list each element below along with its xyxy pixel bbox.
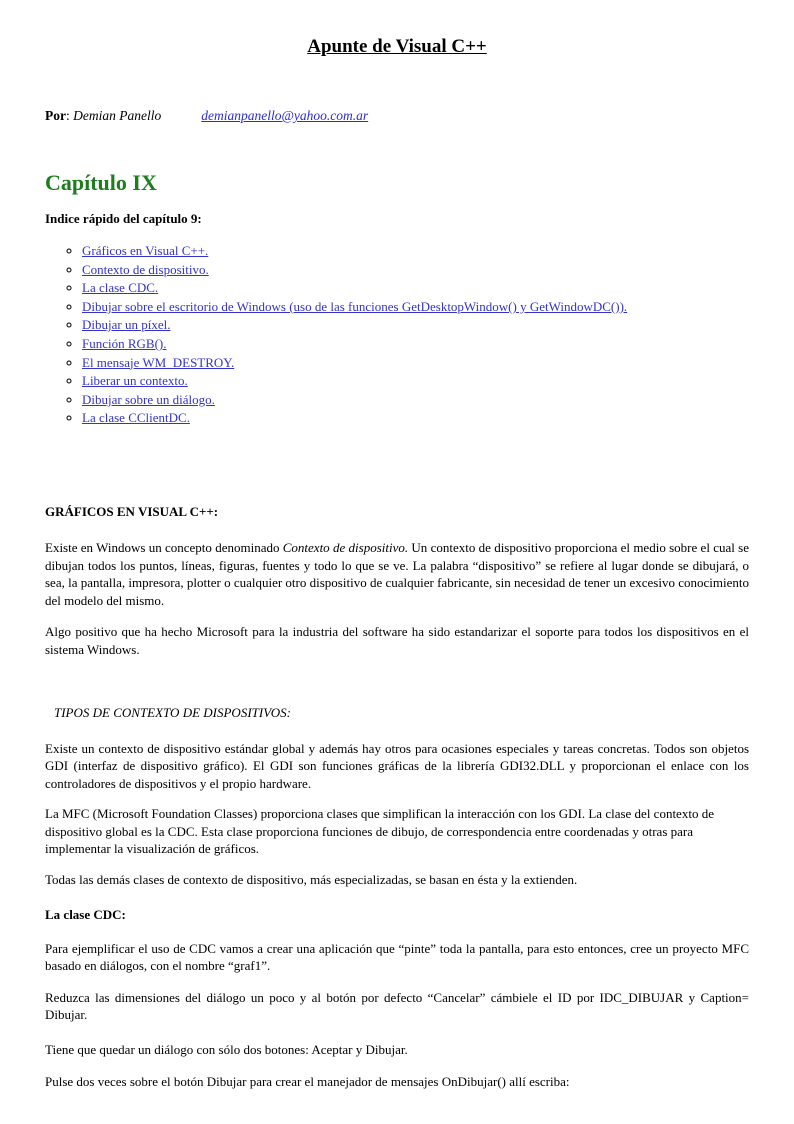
paragraph-tipos-1: Existe un contexto de dispositivo estándar global y además hay otros para ocasiones especiales y tareas concretas. Todos son objetos GDI (interfaz de dispositivo gráfico). El GDI son funciones gráficas de la librería GDI32.DLL y proporcionan el enlace con los controladores de dispositivos y el propio hardware. xyxy=(45,740,749,791)
paragraph-text: Un contexto de dispositivo proporciona el medio sobre el cual se dibujan todos los puntos, líneas, figuras, fuentes y todo lo que se ve. La palabra “dispositivo” se refiere al lugar donde se dibujará, o sea, la pantalla, impresora, plotter o cualquier otro dispositivo de cualquier fabricante, sin necesidad de tener un excesivo conocimiento del modelo del mismo. xyxy=(45,539,749,608)
index-item xyxy=(82,391,749,410)
index-link-dibujar-dialogo[interactable]: Dibujar sobre un diálogo. xyxy=(82,391,215,407)
index-item xyxy=(82,261,749,280)
index-item xyxy=(82,242,749,261)
paragraph-italic-run: Contexto de dispositivo. xyxy=(282,539,409,555)
index-link-wm-destroy[interactable]: El mensaje WM_DESTROY. xyxy=(82,354,235,370)
index-link-contexto[interactable]: Contexto de dispositivo. xyxy=(82,261,209,277)
index-link-liberar-contexto[interactable]: Liberar un contexto. xyxy=(82,373,188,389)
index-item xyxy=(82,372,749,391)
chapter-index-list xyxy=(45,242,749,428)
chapter-heading: Capítulo IX xyxy=(45,170,157,195)
paragraph-cdc-2: Reduzca las dimensiones del diálogo un poco y al botón por defecto “Cancelar” cámbiele el ID por IDC_DIBUJAR y Caption= Dibujar. xyxy=(45,989,749,1023)
index-item xyxy=(82,298,749,317)
index-link-funcion-rgb[interactable]: Función RGB(). xyxy=(82,335,167,351)
paragraph-cdc-3: Tiene que quedar un diálogo con sólo dos botones: Aceptar y Dibujar. xyxy=(45,1042,408,1058)
document-title: Apunte de Visual C++ xyxy=(307,36,487,57)
index-item xyxy=(82,354,749,373)
index-item xyxy=(82,409,749,428)
index-link-graficos[interactable]: Gráficos en Visual C++. xyxy=(82,243,209,258)
index-item xyxy=(82,279,749,298)
section-heading-graficos: GRÁFICOS EN VISUAL C++: xyxy=(45,503,219,519)
paragraph-graficos-2: Algo positivo que ha hecho Microsoft para la industria del software ha sido estandarizar el soporte para todos los dispositivos en el sistema Windows. xyxy=(45,624,749,657)
index-link-cclientdc[interactable]: La clase CClientDC. xyxy=(82,410,190,426)
paragraph-tipos-3: Todas las demás clases de contexto de dispositivo, más especializadas, se basan en ésta y la extienden. xyxy=(45,872,578,888)
author-colon: : xyxy=(66,108,74,123)
subsection-heading-tipos: TIPOS DE CONTEXTO DE DISPOSITIVOS: xyxy=(54,704,291,720)
section-heading-clase-cdc: La clase CDC: xyxy=(45,906,126,922)
author-label: Por xyxy=(45,108,66,123)
paragraph-graficos-1 xyxy=(45,539,749,609)
chapter-index-title: Indice rápido del capítulo 9: xyxy=(45,211,202,226)
paragraph-tipos-2: La MFC (Microsoft Foundation Classes) proporciona clases que simplifican la interacción con los GDI. La clase del contexto de dispositivo global es la CDC. Esta clase proporciona funciones de dibujo, de correspondencia entre coordenadas y otras para implementar la visualización de gráficos. xyxy=(45,806,714,857)
index-link-dibujar-pixel[interactable]: Dibujar un píxel. xyxy=(82,317,171,333)
author-email-link[interactable]: demianpanello@yahoo.com.ar xyxy=(201,108,369,123)
paragraph-text: Existe en Windows un concepto denominado xyxy=(45,539,283,555)
paragraph-cdc-4: Pulse dos veces sobre el botón Dibujar para crear el manejador de mensajes OnDibujar() allí escriba: xyxy=(45,1073,570,1089)
author-line xyxy=(45,108,749,124)
author-name: Demian Panello xyxy=(73,108,162,123)
index-item xyxy=(82,335,749,354)
index-item xyxy=(82,316,749,335)
index-link-clase-cdc[interactable]: La clase CDC. xyxy=(82,280,159,296)
paragraph-cdc-1: Para ejemplificar el uso de CDC vamos a crear una aplicación que “pinte” toda la pantalla, para esto entonces, cree un proyecto MFC basado en diálogos, con el nombre “graf1”. xyxy=(45,940,749,974)
index-link-dibujar-escritorio[interactable]: Dibujar sobre el escritorio de Windows (uso de las funciones GetDesktopWindow() y GetWindowDC()). xyxy=(82,298,628,314)
